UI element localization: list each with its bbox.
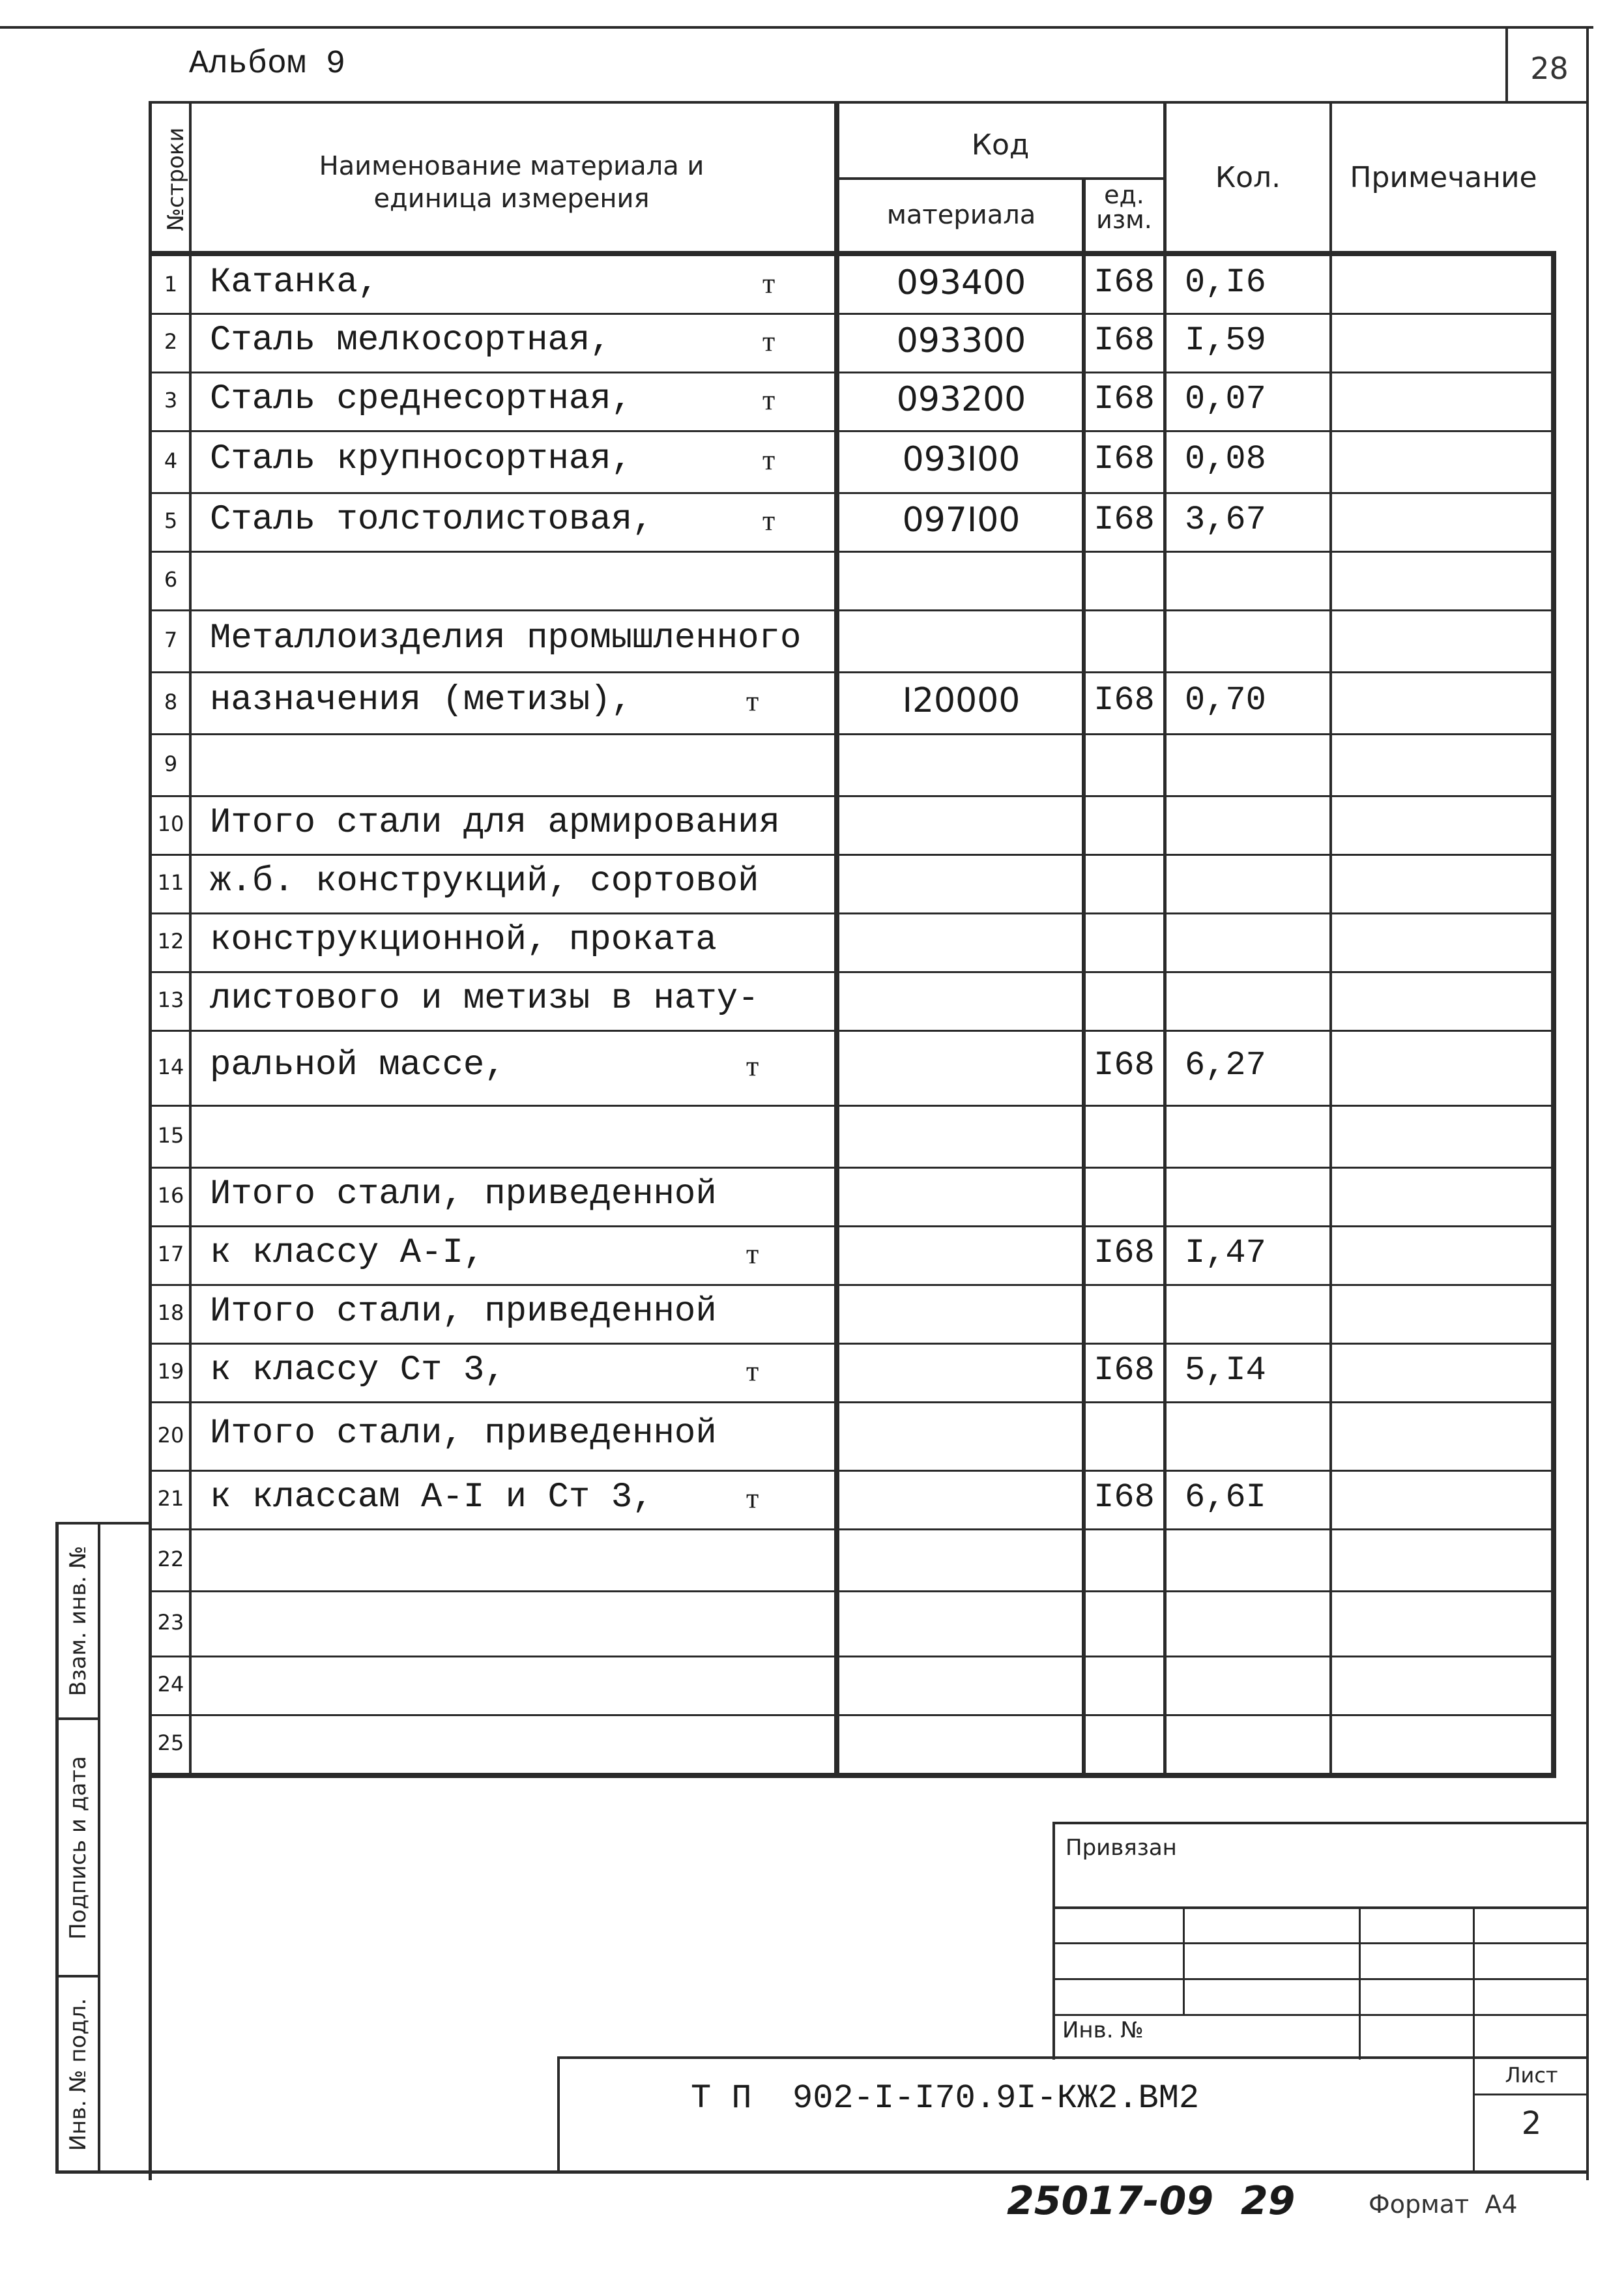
page-number-box-left <box>1505 26 1508 101</box>
row-number: 7 <box>164 628 178 652</box>
material-code: 093200 <box>896 380 1026 419</box>
unit-code: I68 <box>1094 681 1155 720</box>
header-code-material: материала <box>886 200 1036 230</box>
material-name: к классам А-I и Ст 3, <box>210 1478 654 1517</box>
unit-of-measure: т <box>762 384 776 416</box>
table-row <box>0 372 1624 430</box>
unit-code: I68 <box>1094 1478 1155 1517</box>
side-strip-mid-line <box>98 1522 100 2174</box>
table-row <box>0 1284 1624 1343</box>
table-row <box>0 609 1624 671</box>
unit-of-measure: т <box>746 1355 759 1387</box>
table-row <box>0 1714 1624 1773</box>
table-row <box>0 1528 1624 1590</box>
material-name: Сталь толстолистовая, <box>210 500 654 540</box>
material-name: к классу Ст 3, <box>210 1350 506 1390</box>
table-row <box>0 313 1624 372</box>
unit-code: I68 <box>1094 1046 1155 1085</box>
row-number: 15 <box>157 1123 184 1148</box>
page-number: 28 <box>1530 51 1569 86</box>
title-block-left-line <box>557 2056 560 2174</box>
table-row <box>0 492 1624 551</box>
table-row <box>0 971 1624 1030</box>
sheet-label: Лист <box>1505 2063 1558 2088</box>
row-number: 22 <box>157 1547 184 1571</box>
material-name: Сталь крупносортная, <box>210 439 633 479</box>
table-row <box>0 1167 1624 1225</box>
row-number: 8 <box>164 690 178 714</box>
unit-of-measure: т <box>762 444 776 476</box>
album-title: Альбом 9 <box>189 46 346 83</box>
row-number: 21 <box>157 1486 184 1511</box>
quantity: 6,27 <box>1185 1046 1266 1085</box>
stamp-line-2 <box>1052 1942 1589 1944</box>
material-name: назначения (метизы), <box>210 680 633 720</box>
quantity: 6,6I <box>1185 1478 1266 1517</box>
unit-code: I68 <box>1094 380 1155 418</box>
row-number: 20 <box>157 1423 184 1448</box>
handwritten-number: 25017-09 29 <box>1007 2178 1296 2224</box>
row-number: 12 <box>157 929 184 954</box>
material-name: Катанка, <box>210 263 379 302</box>
sheet-label-divider <box>1473 2094 1589 2095</box>
stamp-privyazan: Привязан <box>1066 1835 1177 1861</box>
row-number: 10 <box>157 811 184 836</box>
material-name: Итого стали, приведенной <box>210 1175 717 1214</box>
header-row-number: №строки <box>163 127 189 231</box>
material-code: 097I00 <box>902 501 1021 540</box>
side-label-inv-podl: Инв. № подл. <box>65 1998 91 2152</box>
stamp-inv-no: Инв. № <box>1062 2017 1144 2043</box>
side-strip-left-line <box>55 1522 59 2174</box>
table-row <box>0 256 1624 313</box>
stamp-col-1 <box>1183 1906 1185 2014</box>
row-number: 2 <box>164 329 178 354</box>
side-label-podpis: Подпись и дата <box>65 1756 91 1940</box>
table-row <box>0 551 1624 609</box>
quantity: I,59 <box>1185 321 1266 360</box>
quantity: 0,08 <box>1185 440 1266 478</box>
table-row <box>0 1656 1624 1714</box>
row-number: 9 <box>164 752 178 776</box>
material-name: ж.б. конструкций, сортовой <box>210 862 759 901</box>
unit-code: I68 <box>1094 501 1155 539</box>
row-number: 17 <box>157 1242 184 1266</box>
material-name: Металлоизделия промышленного <box>210 619 802 658</box>
material-name: к классу А-I, <box>210 1233 485 1273</box>
material-code: 093300 <box>896 321 1026 360</box>
table-row <box>0 1343 1624 1401</box>
table-row <box>0 1590 1624 1656</box>
unit-of-measure: т <box>762 325 776 357</box>
row-number: 25 <box>157 1730 184 1755</box>
material-name: ральной массе, <box>210 1045 506 1085</box>
row-number: 1 <box>164 272 178 297</box>
row-number: 13 <box>157 987 184 1012</box>
row-number: 23 <box>157 1610 184 1635</box>
row-number: 14 <box>157 1055 184 1079</box>
table-row <box>0 733 1624 795</box>
header-name: Наименование материала и единица измерения <box>319 151 704 214</box>
table-row <box>0 430 1624 492</box>
stamp-col-2 <box>1359 1906 1361 2060</box>
material-code: I20000 <box>902 681 1021 720</box>
material-name: Сталь мелкосортная, <box>210 321 611 360</box>
row-number: 11 <box>157 870 184 895</box>
stamp-line-4 <box>1052 2014 1589 2016</box>
top-border-line <box>0 26 1593 29</box>
unit-of-measure: т <box>746 1050 759 1082</box>
unit-code: I68 <box>1094 1234 1155 1272</box>
material-code: 093I00 <box>902 440 1021 479</box>
quantity: 0,07 <box>1185 380 1266 418</box>
unit-code: I68 <box>1094 440 1155 478</box>
quantity: 0,I6 <box>1185 263 1266 302</box>
unit-of-measure: т <box>746 685 759 717</box>
unit-code: I68 <box>1094 263 1155 302</box>
table-top-line <box>149 101 1589 104</box>
row-number: 18 <box>157 1300 184 1325</box>
format-label: Формат А4 <box>1369 2190 1518 2219</box>
header-quantity: Кол. <box>1215 161 1281 194</box>
row-number: 4 <box>164 448 178 473</box>
row-separator <box>152 1773 1556 1778</box>
unit-of-measure: т <box>762 504 776 536</box>
bottom-frame-line <box>55 2170 1589 2174</box>
title-block-top-line <box>557 2056 1589 2059</box>
quantity: 5,I4 <box>1185 1351 1266 1390</box>
row-number: 24 <box>157 1672 184 1697</box>
quantity: I,47 <box>1185 1234 1266 1272</box>
document-code: Т П 902-I-I70.9I-КЖ2.ВМ2 <box>691 2079 1200 2118</box>
table-row <box>0 1401 1624 1470</box>
side-label-vzam: Взам. инв. № <box>65 1545 91 1697</box>
table-row <box>0 912 1624 971</box>
header-note: Примечание <box>1350 161 1537 194</box>
quantity: 3,67 <box>1185 501 1266 539</box>
table-row <box>0 1030 1624 1105</box>
material-code: 093400 <box>896 263 1026 302</box>
unit-code: I68 <box>1094 1351 1155 1390</box>
stamp-top-line <box>1052 1822 1589 1824</box>
unit-of-measure: т <box>762 267 776 299</box>
row-number: 6 <box>164 567 178 592</box>
row-number: 19 <box>157 1359 184 1384</box>
header-bottom-line <box>149 251 1556 256</box>
header-code: Код <box>971 128 1030 162</box>
material-name: конструкционной, проката <box>210 920 717 960</box>
material-name: Итого стали, приведенной <box>210 1414 717 1453</box>
table-row <box>0 1225 1624 1284</box>
unit-of-measure: т <box>746 1238 759 1270</box>
sheet-number: 2 <box>1521 2105 1542 2142</box>
table-row <box>0 1470 1624 1528</box>
row-number: 5 <box>164 508 178 533</box>
row-number: 3 <box>164 388 178 413</box>
unit-of-measure: т <box>746 1482 759 1514</box>
material-name: листового и метизы в нату- <box>210 979 759 1019</box>
table-row <box>0 671 1624 733</box>
material-name: Сталь среднесортная, <box>210 379 633 419</box>
stamp-line-1 <box>1052 1906 1589 1909</box>
header-code-unit: ед. изм. <box>1096 181 1152 234</box>
unit-code: I68 <box>1094 321 1155 360</box>
material-name: Итого стали, приведенной <box>210 1292 717 1332</box>
quantity: 0,70 <box>1185 681 1266 720</box>
header-code-split <box>834 177 1163 180</box>
table-row <box>0 1105 1624 1167</box>
material-name: Итого стали для армирования <box>210 803 780 843</box>
table-row <box>0 795 1624 854</box>
stamp-line-3 <box>1052 1978 1589 1980</box>
row-number: 16 <box>157 1183 184 1208</box>
stamp-left-line <box>1052 1822 1055 2060</box>
table-row <box>0 854 1624 912</box>
